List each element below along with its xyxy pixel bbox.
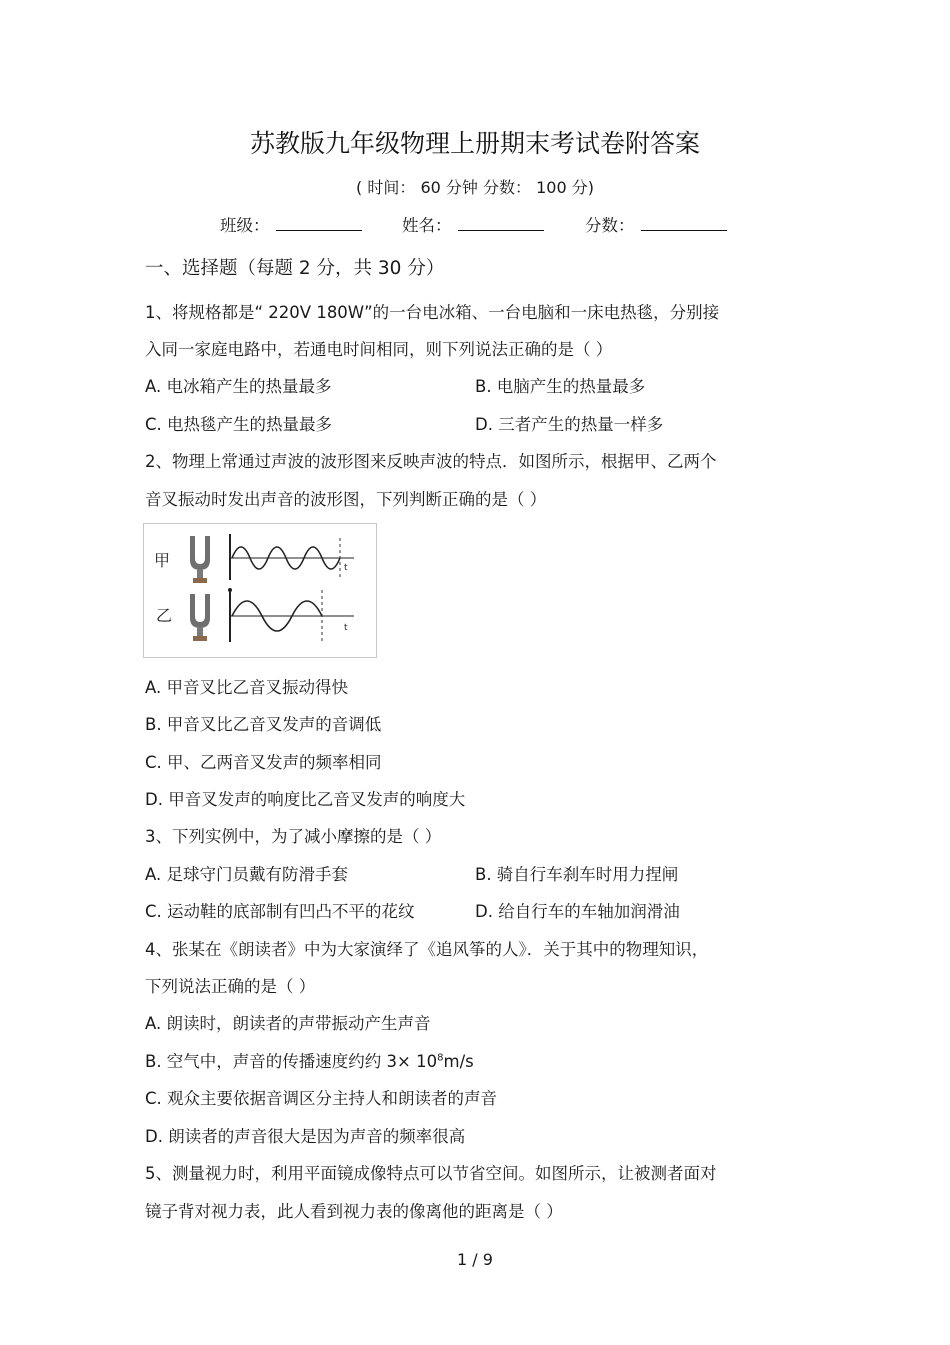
section-heading: 一、选择题（每题 2 分，共 30 分）	[145, 258, 445, 279]
q2-option-b: B. 甲音叉比乙音叉发声的音调低	[145, 715, 382, 734]
q4-option-c: C. 观众主要依据音调区分主持人和朗读者的声音	[145, 1089, 498, 1108]
q3-stem: 3、下列实例中，为了减小摩擦的是（ ）	[145, 827, 442, 846]
q4-option-b-text: B. 空气中，声音的传播速度约约 3× 10	[145, 1052, 438, 1071]
q4-option-b-unit: m/s	[443, 1052, 474, 1071]
class-label: 班级：	[220, 216, 270, 235]
q4-stem-line2: 下列说法正确的是（ ）	[145, 977, 316, 996]
name-label: 姓名：	[402, 216, 452, 235]
q1-option-b: B. 电脑产生的热量最多	[475, 377, 646, 396]
q5-stem-line2: 镜子背对视力表，此人看到视力表的像离他的距离是（ ）	[145, 1202, 563, 1221]
q1-option-a: A. 电冰箱产生的热量最多	[145, 377, 332, 396]
q2-option-c: C. 甲、乙两音叉发声的频率相同	[145, 753, 382, 772]
axis-yi-t-label: t	[344, 623, 348, 633]
name-field	[402, 212, 544, 236]
q4-option-d: D. 朗读者的声音很大是因为声音的频率很高	[145, 1127, 466, 1146]
exam-time-score: ( 时间： 60 分钟 分数： 100 分)	[356, 178, 594, 197]
score-label: 分数：	[585, 216, 635, 235]
q2-stem-line2: 音叉振动时发出声音的波形图，下列判断正确的是（ ）	[145, 490, 547, 509]
class-blank	[276, 216, 362, 231]
q2-stem-line1: 2、物理上常通过声波的波形图来反映声波的特点．如图所示，根据甲、乙两个	[145, 452, 717, 471]
q4-option-b-exponent: 8	[437, 1052, 444, 1064]
q2-option-a: A. 甲音叉比乙音叉振动得快	[145, 678, 348, 697]
page-number: 1 / 9	[457, 1250, 493, 1269]
q3-option-d: D. 给自行车的车轴加润滑油	[475, 902, 680, 921]
q2-option-d: D. 甲音叉发声的响度比乙音叉发声的响度大	[145, 790, 466, 809]
q5-stem-line1: 5、测量视力时，利用平面镜成像特点可以节省空间。如图所示，让被测者面对	[145, 1164, 717, 1183]
name-blank	[458, 216, 544, 231]
class-field	[220, 212, 362, 236]
tuning-fork-waveform-figure	[143, 523, 377, 658]
q1-stem-line1: 1、将规格都是“ 220V 180W”的一台电冰箱、一台电脑和一床电热毯，分别接	[145, 303, 720, 322]
axis-jia-t-label: t	[344, 563, 348, 573]
tuning-fork-icon-jia	[190, 536, 210, 583]
q3-option-a: A. 足球守门员戴有防滑手套	[145, 865, 348, 884]
q4-option-a: A. 朗读时，朗读者的声带振动产生声音	[145, 1014, 431, 1033]
q1-stem-line2: 入同一家庭电路中，若通电时间相同，则下列说法正确的是（ ）	[145, 340, 613, 359]
q1-option-d: D. 三者产生的热量一样多	[475, 415, 664, 434]
q1-option-c: C. 电热毯产生的热量最多	[145, 415, 333, 434]
label-yi: 乙	[156, 606, 173, 625]
waveform-svg	[144, 524, 376, 657]
q3-option-b: B. 骑自行车刹车时用力捏闸	[475, 865, 679, 884]
score-field	[585, 212, 727, 236]
q3-option-c: C. 运动鞋的底部制有凹凸不平的花纹	[145, 902, 415, 921]
q4-option-b	[145, 1048, 474, 1072]
q4-stem-line1: 4、张某在《朗读者》中为大家演绎了《追风筝的人》．关于其中的物理知识，	[145, 940, 709, 959]
tuning-fork-icon-yi	[190, 594, 210, 641]
label-jia: 甲	[154, 551, 171, 570]
page-title: 苏教版九年级物理上册期末考试卷附答案	[249, 129, 700, 158]
score-blank	[641, 216, 727, 231]
